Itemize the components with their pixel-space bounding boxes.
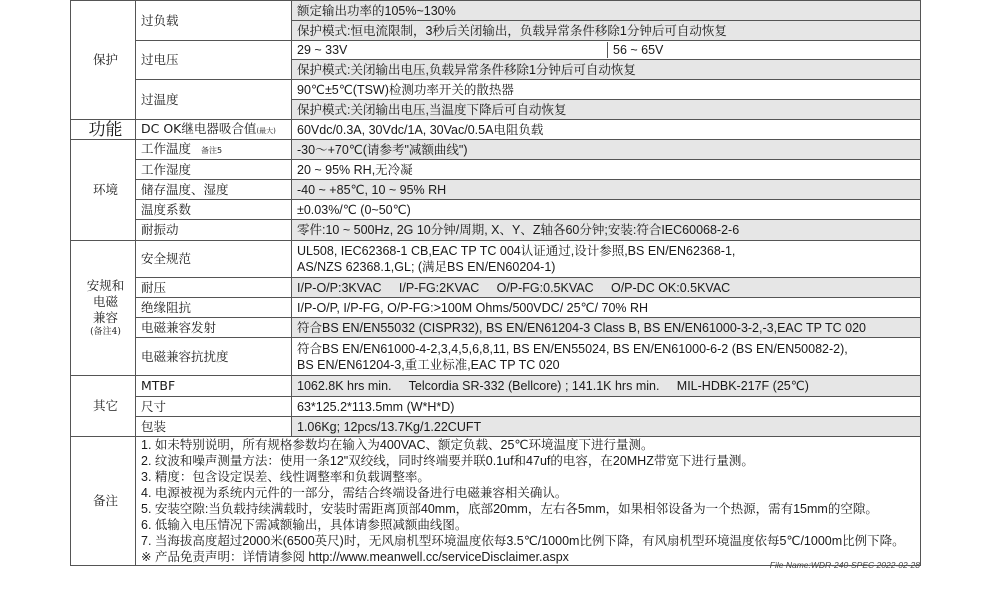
note-line: 1. 如未特别说明，所有规格参数均在输入为400VAC、额定负载、25℃环境温度下进行量测。 (141, 438, 654, 452)
emc-emission-row (71, 318, 921, 338)
spec-table (70, 0, 921, 566)
note-line: 6. 低输入电压情况下需减额输出，具体请参照减额曲线图。 (141, 518, 468, 532)
emc-emission-value: 符合BS EN/EN55032 (CISPR32), BS EN/EN61204-3 Class B, BS EN/EN61000-3-2,-3,EAC TP TC 020 (292, 318, 921, 338)
env-row-2 (71, 180, 921, 200)
dimension-label: 尺寸 (136, 397, 292, 417)
overvoltage-range-b: 56 ~ 65V (613, 43, 664, 57)
environment-category: 环境 (71, 140, 136, 241)
env-value-1: 20 ~ 95% RH,无冷凝 (292, 160, 921, 180)
emc-immunity-line-2: BS EN/EN61204-3,重工业标准,EAC TP TC 020 (297, 357, 560, 372)
emc-emission-label: 电磁兼容发射 (136, 318, 292, 338)
overtemp-mode: 保护模式:关闭输出电压,当温度下降后可自动恢复 (292, 100, 921, 120)
dc-ok-tag: (最大) (256, 126, 276, 135)
note-line: 3. 精度：包含设定误差、线性调整率和负载调整率。 (141, 470, 430, 484)
env-value-3: ±0.03%/℃ (0~50℃) (292, 200, 921, 220)
safety-category-l1: 安规和 (86, 278, 125, 293)
dimension-row (71, 397, 921, 417)
withstand-label: 耐压 (136, 278, 292, 298)
overvoltage-range-a: 29 ~ 33V (292, 42, 608, 58)
overtemp-range: 90℃±5℃(TSW)检测功率开关的散热器 (292, 80, 921, 100)
function-category: 功能 (71, 120, 136, 140)
note-line: 5. 安装空隙:当负载持续满载时，安装时需距离顶部40mm，底部20mm，左右各5mm，如果相邻设备为一个热源，需有15mm的空隙。 (141, 502, 878, 516)
isolation-label: 绝缘阻抗 (136, 298, 292, 318)
spec-sheet (70, 0, 920, 564)
packing-row (71, 417, 921, 437)
isolation-row (71, 298, 921, 318)
withstand-value: I/P-O/P:3KVAC I/P-FG:2KVAC O/P-FG:0.5KVAC O/P-DC OK:0.5KVAC (292, 278, 921, 298)
isolation-value: I/P-O/P, I/P-FG, O/P-FG:>100M Ohms/500VDC/ 25℃/ 70% RH (292, 298, 921, 318)
overtemp-range-row (71, 80, 921, 100)
safety-standards-line-2: AS/NZS 62368.1,GL; (满足BS EN/EN60204-1) (297, 260, 556, 274)
overload-mode: 保护模式:恒电流限制，3秒后关闭输出，负载异常条件移除1分钟后可自动恢复 (292, 21, 921, 41)
protection-category: 保护 (71, 1, 136, 120)
overload-label: 过负载 (136, 1, 292, 41)
packing-label: 包装 (136, 417, 292, 437)
env-label-4: 耐振动 (136, 220, 292, 241)
overload-range-row (71, 1, 921, 21)
env-row-1 (71, 160, 921, 180)
env-row-4 (71, 220, 921, 241)
safety-category-l3: 兼容 (92, 310, 118, 325)
function-row (71, 120, 921, 140)
emc-immunity-label: 电磁兼容抗扰度 (136, 338, 292, 376)
safety-category-l2: 电磁 (92, 294, 118, 309)
others-category: 其它 (71, 376, 136, 437)
packing-value: 1.06Kg; 12pcs/13.7Kg/1.22CUFT (292, 417, 921, 437)
file-name-footer: File Name:WDR-240-SPEC 2022-02-28 (769, 560, 920, 570)
env-label-0: 工作温度 (141, 140, 192, 156)
env-row-3 (71, 200, 921, 220)
env-label-1: 工作湿度 (136, 160, 292, 180)
dimension-value: 63*125.2*113.5mm (W*H*D) (292, 397, 921, 417)
env-tag-0: 备注5 (201, 145, 223, 155)
overtemp-label: 过温度 (136, 80, 292, 120)
safety-category-note: (备注4) (90, 327, 121, 337)
safety-standards-line-1: UL508, IEC62368-1 CB,EAC TP TC 004认证通过,设计参照,BS EN/EN62368-1, (297, 244, 736, 258)
overvoltage-range-row (71, 41, 921, 60)
disclaimer-line: ※ 产品免责声明：详情请参阅 http://www.meanwell.cc/serviceDisclaimer.aspx (141, 550, 569, 564)
note-line: 2. 纹波和噪声测量方法：使用一条12"双绞线，同时终端要并联0.1uf和47uf的电容，在20MHZ带宽下进行量测。 (141, 454, 754, 468)
env-row-0 (71, 140, 921, 160)
env-value-4: 零件:10 ~ 500Hz, 2G 10分钟/周期, X、Y、Z轴各60分钟;安装:符合IEC60068-2-6 (292, 220, 921, 241)
mtbf-value: 1062.8K hrs min. Telcordia SR-332 (Bellcore) ; 141.1K hrs min. MIL-HDBK-217F (25℃) (292, 376, 921, 397)
mtbf-label: MTBF (136, 376, 292, 397)
dc-ok-label: DC OK继电器吸合值 (141, 120, 257, 136)
env-label-3: 温度系数 (136, 200, 292, 220)
note-line: 7. 当海拔高度超过2000米(6500英尺)时，无风扇机型环境温度依每3.5℃/1000m比例下降，有风扇机型环境温度依每5℃/1000m比例下降。 (141, 534, 905, 548)
note-line: 4. 电源被视为系统内元件的一部分，需结合终端设备进行电磁兼容相关确认。 (141, 486, 568, 500)
dc-ok-value: 60Vdc/0.3A, 30Vdc/1A, 30Vac/0.5A电阻负载 (292, 120, 921, 140)
env-value-0: -30～+70℃(请参考"减额曲线") (292, 140, 921, 160)
withstand-row (71, 278, 921, 298)
emc-immunity-row (71, 338, 921, 376)
notes-category: 备注 (71, 437, 136, 566)
overvoltage-ranges (292, 42, 920, 58)
safety-standards-label: 安全规范 (136, 241, 292, 278)
overvoltage-mode: 保护模式:关闭输出电压,负载异常条件移除1分钟后可自动恢复 (292, 60, 921, 80)
overload-range: 额定输出功率的105%~130% (292, 1, 921, 21)
safety-standards-row (71, 241, 921, 278)
mtbf-row (71, 376, 921, 397)
env-label-2: 储存温度、湿度 (136, 180, 292, 200)
overvoltage-label: 过电压 (136, 41, 292, 80)
emc-immunity-line-1: 符合BS EN/EN61000-4-2,3,4,5,6,8,11, BS EN/EN55024, BS EN/EN61000-6-2 (BS EN/EN50082-2), (297, 341, 848, 356)
env-value-2: -40 ~ +85℃, 10 ~ 95% RH (292, 180, 921, 200)
notes-list (136, 437, 921, 566)
notes-row (71, 437, 921, 566)
